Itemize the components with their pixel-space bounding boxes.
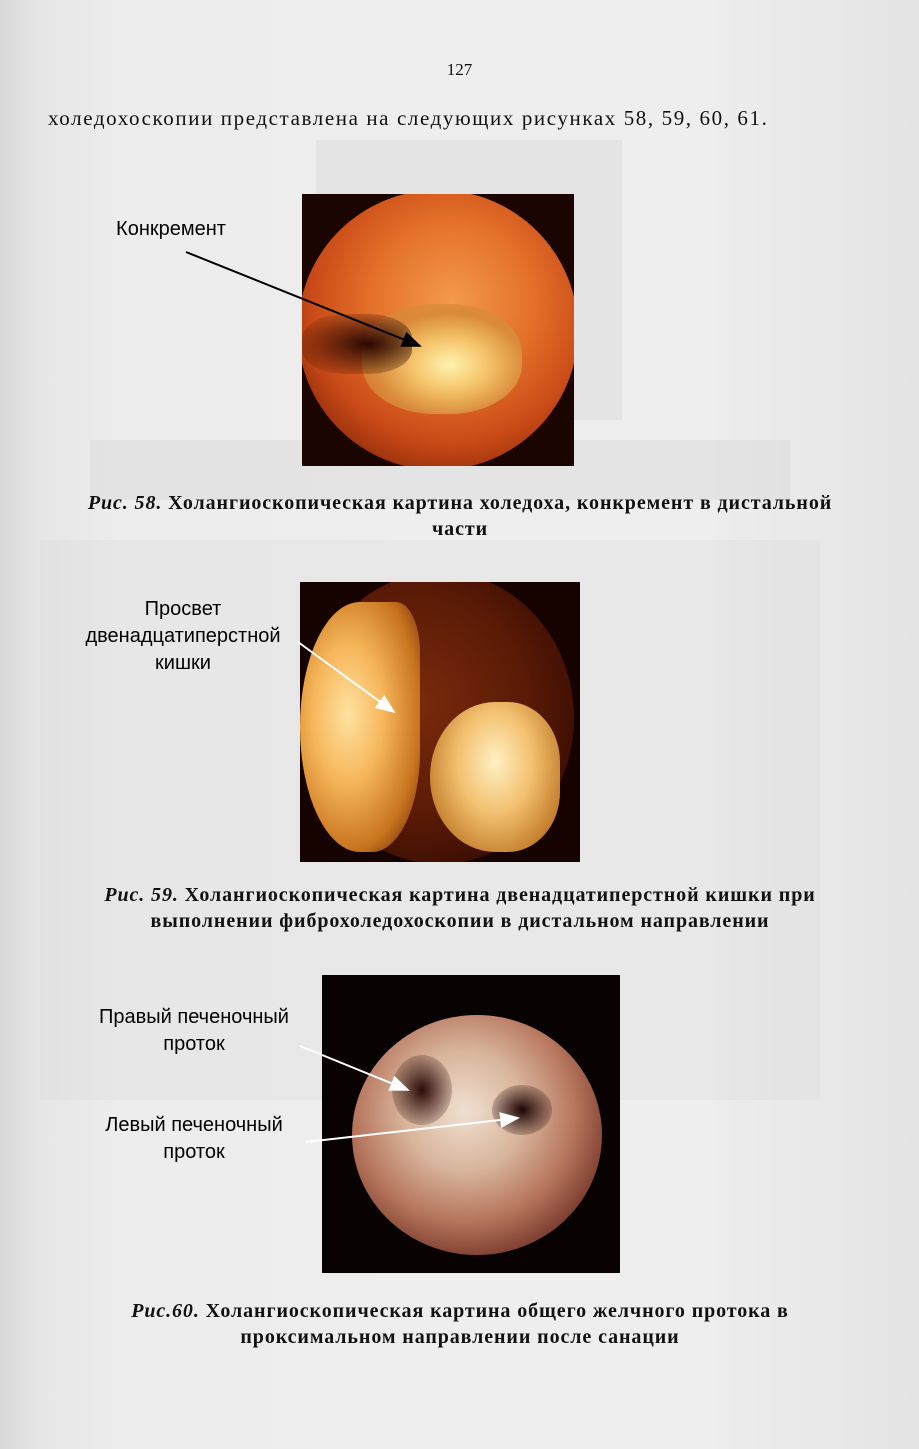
caption-58-number: Рис. 58. (87, 492, 163, 514)
label-prosvet: Просвет двенадцатиперстной кишки (85, 598, 281, 674)
arrow-right-duct (300, 1046, 408, 1090)
caption-fig-60 (110, 1298, 810, 1350)
caption-59-text: Холангиоскопическая картина двенадцатиперстной кишки при выполнении фиброхоледохоскопии в дистальном направлении (150, 884, 816, 932)
arrow-left-duct (306, 1118, 518, 1142)
page-number: 127 (446, 60, 473, 79)
caption-fig-58 (60, 490, 860, 542)
caption-58-text: Холангиоскопическая картина холедоха, конкремент в дистальной части (168, 492, 833, 540)
caption-60-number: Рис.60. (131, 1300, 200, 1322)
intro-paragraph: холедохоскопии представлена на следующих рисунках 58, 59, 60, 61. (48, 106, 769, 130)
label-konkrement: Конкремент (116, 218, 226, 240)
label-right-duct: Правый печеночный проток (99, 1006, 289, 1055)
arrow-konkrement (186, 252, 420, 346)
caption-59-number: Рис. 59. (104, 884, 179, 906)
caption-fig-59 (60, 882, 860, 934)
arrow-prosvet (298, 642, 394, 712)
label-left-duct: Левый печеночный проток (105, 1114, 283, 1163)
caption-60-text: Холангиоскопическая картина общего желчного протока в проксимальном направлении после санации (205, 1300, 789, 1348)
